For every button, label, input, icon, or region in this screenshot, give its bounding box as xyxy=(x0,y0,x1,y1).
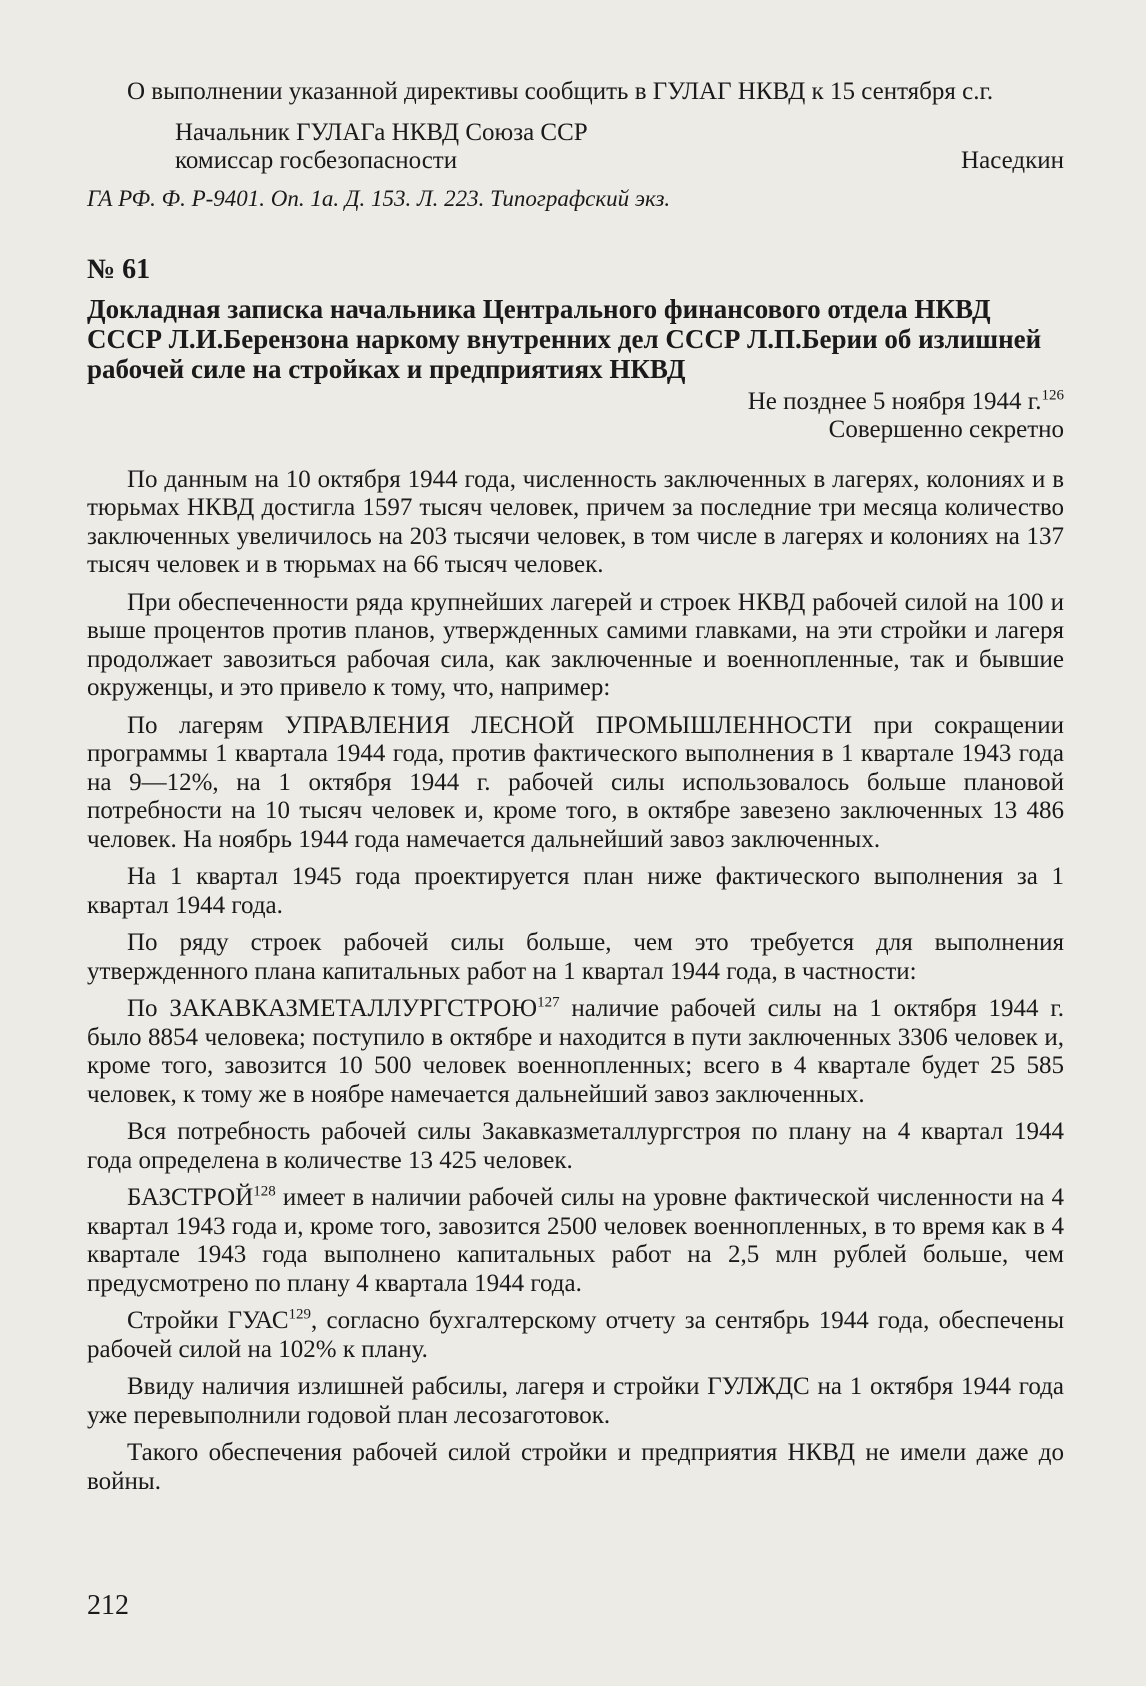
footnote-ref-127: 127 xyxy=(537,994,560,1011)
p6-lead: По ЗАКАВКАЗМЕТАЛЛУРГСТРОЮ xyxy=(127,995,538,1022)
document-title: Докладная записка начальника Центрального финансового отдела НКВД СССР Л.И.Берензона наркому внутренних дел СССР Л.П.Берии об излишней рабочей силе на стройках и предприятиях НКВД xyxy=(87,293,1042,384)
archive-source-reference: ГА РФ. Ф. Р-9401. Оп. 1а. Д. 153. Л. 223. Типографский экз. xyxy=(87,185,671,211)
footnote-ref-129: 129 xyxy=(288,1306,312,1323)
p9-rest: , согласно бухгалтерскому отчету за сентябрь 1944 года, обеспечены рабочей силой на 102% к плану. xyxy=(87,1307,1064,1363)
document-date xyxy=(87,388,1064,416)
body-paragraph-5: По ряду строек рабочей силы больше, чем это требуется для выполнения утвержденного плана капитальных работ на 1 квартал 1944 года, в частности: xyxy=(87,929,1064,985)
footnote-ref-128: 128 xyxy=(253,1183,276,1200)
date-footnote-ref: 126 xyxy=(1041,387,1064,404)
body-paragraph-8 xyxy=(87,1184,1064,1298)
document-number: № 61 xyxy=(87,253,151,285)
page-number: 212 xyxy=(87,1590,129,1621)
signature-title-line2: комиссар госбезопасности xyxy=(175,146,458,174)
body-paragraph-7: Вся потребность рабочей силы Закавказметаллургстроя по плану на 4 квартал 1944 года определена в количестве 13 425 человек. xyxy=(87,1118,1064,1174)
body-paragraph-6 xyxy=(87,995,1064,1109)
signature-name: Наседкин xyxy=(961,146,1064,174)
classification-stamp: Совершенно секретно xyxy=(828,415,1064,443)
p9-lead: Стройки ГУАС xyxy=(127,1307,289,1334)
body-paragraph-11: Такого обеспечения рабочей силой стройки и предприятия НКВД не имели даже до войны. xyxy=(87,1439,1064,1495)
body-paragraph-1: По данным на 10 октября 1944 года, численность заключенных в лагерях, колониях и в тюрьмах НКВД достигла 1597 тысяч человек, причем за последние три месяца количество заключенных увеличилось на 203 тысячи человек, в том числе в лагерях и колониях на 137 тысяч человек и в тюрьмах на 66 тысяч человек. xyxy=(87,465,1064,578)
document-body xyxy=(87,466,1064,1497)
body-paragraph-10: Ввиду наличия излишней рабсилы, лагеря и стройки ГУЛЖДС на 1 октября 1944 года уже перевыполнили годовой план лесозаготовок. xyxy=(87,1373,1064,1429)
document-date-text: Не позднее 5 ноября 1944 г. xyxy=(747,387,1042,415)
p8-rest: имеет в наличии рабочей силы на уровне фактической численности на 4 квартал 1943 года и, кроме того, завозится 2500 человек военнопленных, в то время как в 4 квартале 1943 года выполнено капитальных работ на 2,5 млн рублей больше, чем предусмотрено по плану 4 квартала 1944 года. xyxy=(87,1184,1064,1297)
body-paragraph-4: На 1 квартал 1945 года проектируется план ниже фактического выполнения за 1 квартал 1944 года. xyxy=(87,863,1064,919)
signature-block xyxy=(87,119,1064,175)
intro-paragraph: О выполнении указанной директивы сообщить в ГУЛАГ НКВД к 15 сентября с.г. xyxy=(127,78,994,105)
p8-lead: БАЗСТРОЙ xyxy=(127,1184,254,1211)
body-paragraph-2: При обеспеченности ряда крупнейших лагерей и строек НКВД рабочей силой на 100 и выше процентов против планов, утвержденных самими главками, на эти стройки и лагеря продолжает завозиться рабочая сила, как заключенные и военнопленные, так и бывшие окруженцы, и это привело к тому, что, например: xyxy=(87,588,1064,701)
body-paragraph-3: По лагерям УПРАВЛЕНИЯ ЛЕСНОЙ ПРОМЫШЛЕННОСТИ при сокращении программы 1 квартала 1944 года, против фактического выполнения в 1 квартале 1943 года на 9—12%, на 1 октября 1944 г. рабочей силы использовалось больше плановой потребности на 10 тысяч человек и, кроме того, в октябре завезено заключенных 13 486 человек. На ноябрь 1944 года намечается дальнейший завоз заключенных. xyxy=(87,711,1064,853)
signature-title-line1: Начальник ГУЛАГа НКВД Союза ССР xyxy=(175,118,588,146)
body-paragraph-9 xyxy=(87,1307,1064,1364)
p6-rest: наличие рабочей силы на 1 октября 1944 г. было 8854 человека; поступило в октябре и находится в пути заключенных 3306 человек и, кроме того, завозится 10 500 человек военнопленных; всего в 4 квартале будет 25 585 человек, к тому же в ноябре намечается дальнейший завоз заключенных. xyxy=(87,995,1064,1108)
